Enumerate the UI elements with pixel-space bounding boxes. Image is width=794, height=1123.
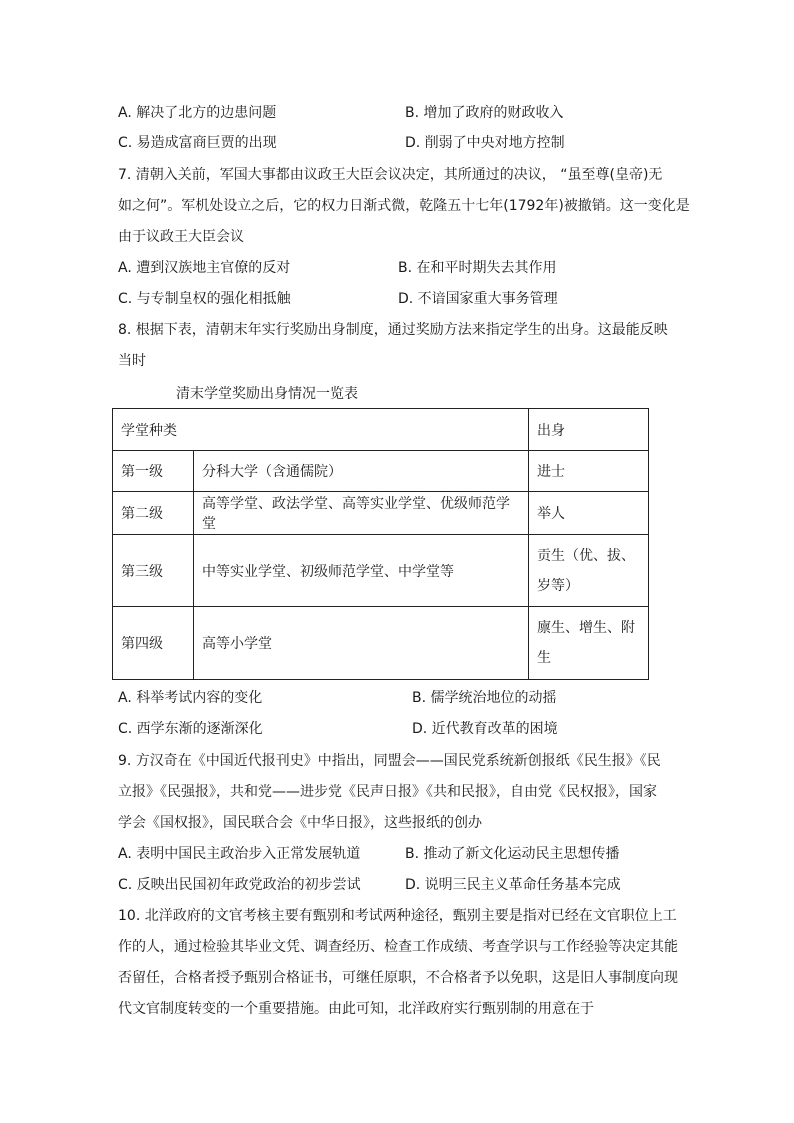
table-row: [113, 451, 649, 492]
row-status: 廪生、增生、附生: [529, 607, 649, 680]
q9-line-3: 学会《国权报》，国民联合会《中华日报》，这些报纸的创办: [118, 815, 482, 831]
q7-line-1: 7. 清朝入关前，军国大事都由议政王大臣会议决定，其所通过的决议， “虽至尊(皇帝)无: [118, 167, 663, 183]
row-level: 第二级: [113, 492, 194, 535]
q7-option-a: A. 遭到汉族地主官僚的反对: [118, 260, 291, 276]
row-schools: 高等小学堂: [194, 607, 529, 680]
row-schools: 中等实业学堂、初级师范学堂、中学堂等: [194, 535, 529, 607]
q8-option-b: B. 儒学统治地位的动摇: [412, 690, 557, 706]
row-level: 第一级: [113, 451, 194, 492]
row-status: 举人: [529, 492, 649, 535]
q10-line-4: 代文官制度转变的一个重要措施。由此可知，北洋政府实行甄别制的用意在于: [118, 1001, 594, 1017]
row-level: 第四级: [113, 607, 194, 680]
q9-option-a: A. 表明中国民主政治步入正常发展轨道: [118, 846, 361, 862]
q8-line-2: 当时: [118, 353, 146, 369]
q8-option-a: A. 科举考试内容的变化: [118, 690, 263, 706]
q6-option-d: D. 削弱了中央对地方控制: [405, 135, 565, 151]
table-row: [113, 607, 649, 680]
row-schools: 分科大学（含通儒院）: [194, 451, 529, 492]
q7-option-d: D. 不谙国家重大事务管理: [398, 291, 558, 307]
q8-option-c: C. 西学东渐的逐渐深化: [118, 721, 263, 737]
row-status: 贡生（优、拔、岁等）: [529, 535, 649, 607]
q9-option-c: C. 反映出民国初年政党政治的初步尝试: [118, 877, 361, 893]
q10-line-3: 否留任，合格者授予甄别合格证书，可继任原职，不合格者予以免职，这是旧人事制度向现: [118, 970, 678, 986]
q7-line-3: 由于议政王大臣会议: [118, 229, 244, 245]
q9-line-1: 9. 方汉奇在《中国近代报刊史》中指出，同盟会——国民党系统新创报纸《民生报》《民: [118, 753, 661, 769]
q7-option-b: B. 在和平时期失去其作用: [398, 260, 557, 276]
q10-line-2: 作的人，通过检验其毕业文凭、调查经历、检查工作成绩、考查学识与工作经验等决定其能: [118, 939, 678, 955]
q9-line-2: 立报》《民强报》，共和党——进步党《民声日报》《共和民报》，自由党《民权报》，国家: [118, 784, 657, 800]
table-row: [113, 535, 649, 607]
q10-line-1: 10. 北洋政府的文官考核主要有甄别和考试两种途径，甄别主要是指对已经在文官职位上工: [118, 908, 677, 924]
school-reward-table: [112, 408, 649, 680]
q6-option-c: C. 易造成富商巨贾的出现: [118, 135, 277, 151]
q7-option-c: C. 与专制皇权的强化相抵触: [118, 291, 291, 307]
table-title: 清末学堂奖励出身情况一览表: [176, 386, 358, 402]
row-status: 进士: [529, 451, 649, 492]
row-schools: 高等学堂、政法学堂、高等实业学堂、优级师范学堂: [194, 492, 529, 535]
q6-option-a: A. 解决了北方的边患问题: [118, 105, 277, 121]
table-row: [113, 492, 649, 535]
q8-line-1: 8. 根据下表，清朝末年实行奖励出身制度，通过奖励方法来指定学生的出身。这最能反映: [118, 322, 668, 338]
header-school-kind: 学堂种类: [113, 409, 529, 451]
row-level: 第三级: [113, 535, 194, 607]
table-header-row: [113, 409, 649, 451]
q8-option-d: D. 近代教育改革的困境: [412, 721, 558, 737]
q6-option-b: B. 增加了政府的财政收入: [405, 105, 564, 121]
q9-option-d: D. 说明三民主义革命任务基本完成: [405, 877, 621, 893]
header-status: 出身: [529, 409, 649, 451]
q9-option-b: B. 推动了新文化运动民主思想传播: [405, 846, 620, 862]
q7-line-2: 如之何”。军机处设立之后，它的权力日渐式微，乾隆五十七年(1792年)被撤销。这一变化是: [118, 198, 690, 214]
